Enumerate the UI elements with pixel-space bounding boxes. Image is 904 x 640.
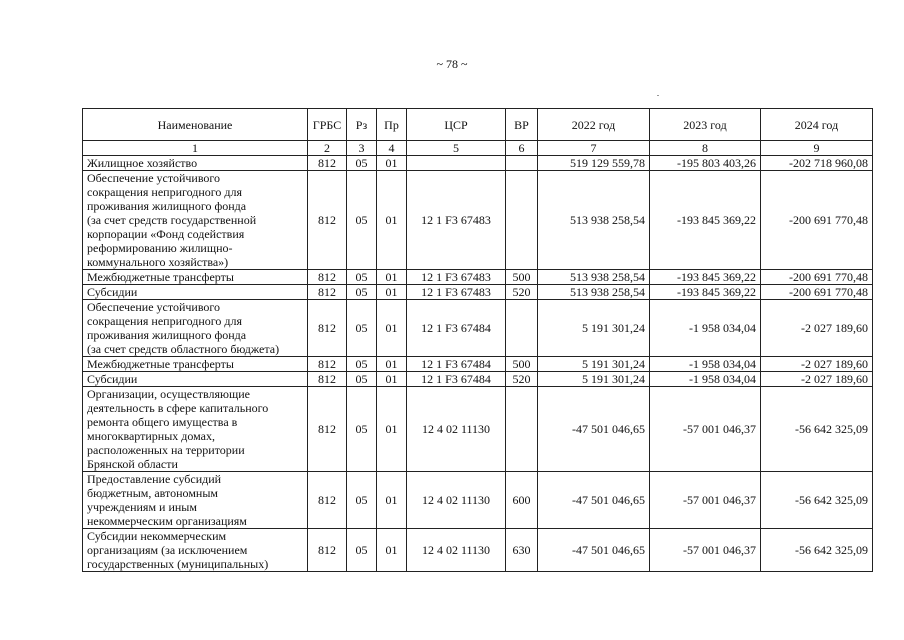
row-name-cell: [83, 387, 308, 472]
table-row: [83, 300, 873, 357]
row-name-line: организациям (за исключением: [87, 543, 248, 557]
amount-2024-cell: -56 642 325,09: [761, 387, 873, 472]
amount-2023-cell: -193 845 369,22: [650, 270, 761, 285]
column-numbers-row: [83, 141, 873, 156]
row-name-cell: [83, 357, 308, 372]
vr-cell: 500: [506, 270, 538, 285]
table-row: [83, 472, 873, 529]
row-name-line: учреждениям и иным: [87, 500, 197, 514]
page-number: ~ 78 ~: [436, 57, 468, 71]
pr-cell: 01: [377, 472, 407, 529]
grbs-cell: 812: [308, 529, 347, 572]
table-row: [83, 387, 873, 472]
row-name-line: Субсидии: [87, 285, 138, 299]
amount-2022-cell: 519 129 559,78: [538, 156, 650, 171]
amount-2023-cell: -1 958 034,04: [650, 372, 761, 387]
pr-cell: 01: [377, 387, 407, 472]
csr-cell: 12 4 02 11130: [407, 472, 506, 529]
rz-cell: 05: [347, 270, 377, 285]
amount-2024-cell: -56 642 325,09: [761, 529, 873, 572]
column-number: 3: [347, 141, 377, 156]
header-name: Наименование: [83, 109, 308, 141]
row-name-line: Брянской области: [87, 457, 178, 471]
column-number: 9: [761, 141, 873, 156]
grbs-cell: 812: [308, 300, 347, 357]
amount-2023-cell: -57 001 046,37: [650, 387, 761, 472]
pr-cell: 01: [377, 372, 407, 387]
row-name-line: деятельность в сфере капитального: [87, 401, 269, 415]
amount-2023-cell: -1 958 034,04: [650, 357, 761, 372]
table-row: [83, 156, 873, 171]
amount-2024-cell: -56 642 325,09: [761, 472, 873, 529]
row-name-line: (за счет средств областного бюджета): [87, 342, 280, 356]
header-vr: ВР: [506, 109, 538, 141]
pr-cell: 01: [377, 270, 407, 285]
rz-cell: 05: [347, 171, 377, 270]
row-name-line: проживания жилищного фонда: [87, 199, 247, 213]
amount-2023-cell: -57 001 046,37: [650, 472, 761, 529]
grbs-cell: 812: [308, 270, 347, 285]
pr-cell: 01: [377, 156, 407, 171]
vr-cell: 600: [506, 472, 538, 529]
column-number: 1: [83, 141, 308, 156]
vr-cell: [506, 171, 538, 270]
grbs-cell: 812: [308, 156, 347, 171]
column-number: 4: [377, 141, 407, 156]
amount-2022-cell: 5 191 301,24: [538, 300, 650, 357]
grbs-cell: 812: [308, 357, 347, 372]
grbs-cell: 812: [308, 285, 347, 300]
header-row: [83, 109, 873, 141]
rz-cell: 05: [347, 285, 377, 300]
header-2024: 2024 год: [761, 109, 873, 141]
row-name-line: Межбюджетные трансферты: [87, 270, 234, 284]
csr-cell: 12 1 F3 67484: [407, 357, 506, 372]
csr-cell: 12 1 F3 67484: [407, 300, 506, 357]
row-name-cell: [83, 300, 308, 357]
row-name-cell: [83, 285, 308, 300]
table-row: [83, 285, 873, 300]
rz-cell: 05: [347, 300, 377, 357]
amount-2022-cell: 5 191 301,24: [538, 372, 650, 387]
row-name-cell: [83, 270, 308, 285]
csr-cell: 12 1 F3 67483: [407, 270, 506, 285]
amount-2022-cell: 513 938 258,54: [538, 285, 650, 300]
vr-cell: 630: [506, 529, 538, 572]
scan-speck: [657, 95, 659, 96]
csr-cell: 12 4 02 11130: [407, 387, 506, 472]
row-name-line: Обеспечение устойчивого: [87, 171, 221, 185]
table-row: [83, 270, 873, 285]
amount-2024-cell: -202 718 960,08: [761, 156, 873, 171]
vr-cell: 500: [506, 357, 538, 372]
amount-2022-cell: 513 938 258,54: [538, 270, 650, 285]
header-2022: 2022 год: [538, 109, 650, 141]
rz-cell: 05: [347, 387, 377, 472]
amount-2023-cell: -1 958 034,04: [650, 300, 761, 357]
grbs-cell: 812: [308, 171, 347, 270]
row-name-line: Жилищное хозяйство: [87, 156, 198, 170]
csr-cell: 12 4 02 11130: [407, 529, 506, 572]
vr-cell: 520: [506, 372, 538, 387]
amount-2023-cell: -193 845 369,22: [650, 171, 761, 270]
amount-2022-cell: -47 501 046,65: [538, 529, 650, 572]
vr-cell: [506, 300, 538, 357]
csr-cell: 12 1 F3 67483: [407, 285, 506, 300]
table-row: [83, 171, 873, 270]
amount-2022-cell: -47 501 046,65: [538, 472, 650, 529]
row-name-line: корпорации «Фонд содействия: [87, 227, 245, 241]
row-name-line: проживания жилищного фонда: [87, 328, 247, 342]
row-name-line: сокращения непригодного для: [87, 314, 243, 328]
pr-cell: 01: [377, 357, 407, 372]
row-name-cell: [83, 529, 308, 572]
rz-cell: 05: [347, 472, 377, 529]
amount-2023-cell: -195 803 403,26: [650, 156, 761, 171]
header-csr: ЦСР: [407, 109, 506, 141]
column-number: 2: [308, 141, 347, 156]
rz-cell: 05: [347, 156, 377, 171]
csr-cell: 12 1 F3 67484: [407, 372, 506, 387]
row-name-line: Предоставление субсидий: [87, 472, 222, 486]
amount-2024-cell: -200 691 770,48: [761, 171, 873, 270]
amount-2024-cell: -200 691 770,48: [761, 270, 873, 285]
grbs-cell: 812: [308, 472, 347, 529]
row-name-line: сокращения непригодного для: [87, 185, 243, 199]
amount-2024-cell: -2 027 189,60: [761, 372, 873, 387]
table-row: [83, 357, 873, 372]
pr-cell: 01: [377, 529, 407, 572]
row-name-cell: [83, 156, 308, 171]
row-name-line: коммунального хозяйства»): [87, 255, 229, 269]
amount-2023-cell: -57 001 046,37: [650, 529, 761, 572]
csr-cell: [407, 156, 506, 171]
amount-2023-cell: -193 845 369,22: [650, 285, 761, 300]
rz-cell: 05: [347, 357, 377, 372]
column-number: 6: [506, 141, 538, 156]
grbs-cell: 812: [308, 372, 347, 387]
pr-cell: 01: [377, 300, 407, 357]
table-row: [83, 372, 873, 387]
table-row: [83, 529, 873, 572]
rz-cell: 05: [347, 529, 377, 572]
column-number: 5: [407, 141, 506, 156]
column-number: 8: [650, 141, 761, 156]
row-name-cell: [83, 372, 308, 387]
csr-cell: 12 1 F3 67483: [407, 171, 506, 270]
row-name-line: Субсидии: [87, 372, 138, 386]
row-name-line: реформированию жилищно-: [87, 241, 233, 255]
row-name-line: некоммерческим организациям: [87, 514, 247, 528]
header-rz: Рз: [347, 109, 377, 141]
row-name-line: ремонта общего имущества в: [87, 415, 238, 429]
pr-cell: 01: [377, 171, 407, 270]
vr-cell: 520: [506, 285, 538, 300]
amount-2022-cell: 513 938 258,54: [538, 171, 650, 270]
header-2023: 2023 год: [650, 109, 761, 141]
row-name-line: (за счет средств государственной: [87, 213, 257, 227]
amount-2022-cell: 5 191 301,24: [538, 357, 650, 372]
grbs-cell: 812: [308, 387, 347, 472]
row-name-line: государственных (муниципальных): [87, 557, 269, 571]
amount-2024-cell: -200 691 770,48: [761, 285, 873, 300]
pr-cell: 01: [377, 285, 407, 300]
amount-2024-cell: -2 027 189,60: [761, 357, 873, 372]
amount-2022-cell: -47 501 046,65: [538, 387, 650, 472]
row-name-line: Организации, осуществляющие: [87, 387, 250, 401]
row-name-line: Обеспечение устойчивого: [87, 300, 221, 314]
row-name-cell: [83, 171, 308, 270]
amount-2024-cell: -2 027 189,60: [761, 300, 873, 357]
column-number: 7: [538, 141, 650, 156]
header-pr: Пр: [377, 109, 407, 141]
vr-cell: [506, 156, 538, 171]
row-name-line: Межбюджетные трансферты: [87, 357, 234, 371]
row-name-line: Субсидии некоммерческим: [87, 529, 227, 543]
row-name-line: расположенных на территории: [87, 443, 245, 457]
rz-cell: 05: [347, 372, 377, 387]
budget-table: [82, 108, 873, 572]
header-grbs: ГРБС: [308, 109, 347, 141]
row-name-line: многоквартирных домах,: [87, 429, 216, 443]
vr-cell: [506, 387, 538, 472]
row-name-line: бюджетным, автономным: [87, 486, 218, 500]
row-name-cell: [83, 472, 308, 529]
